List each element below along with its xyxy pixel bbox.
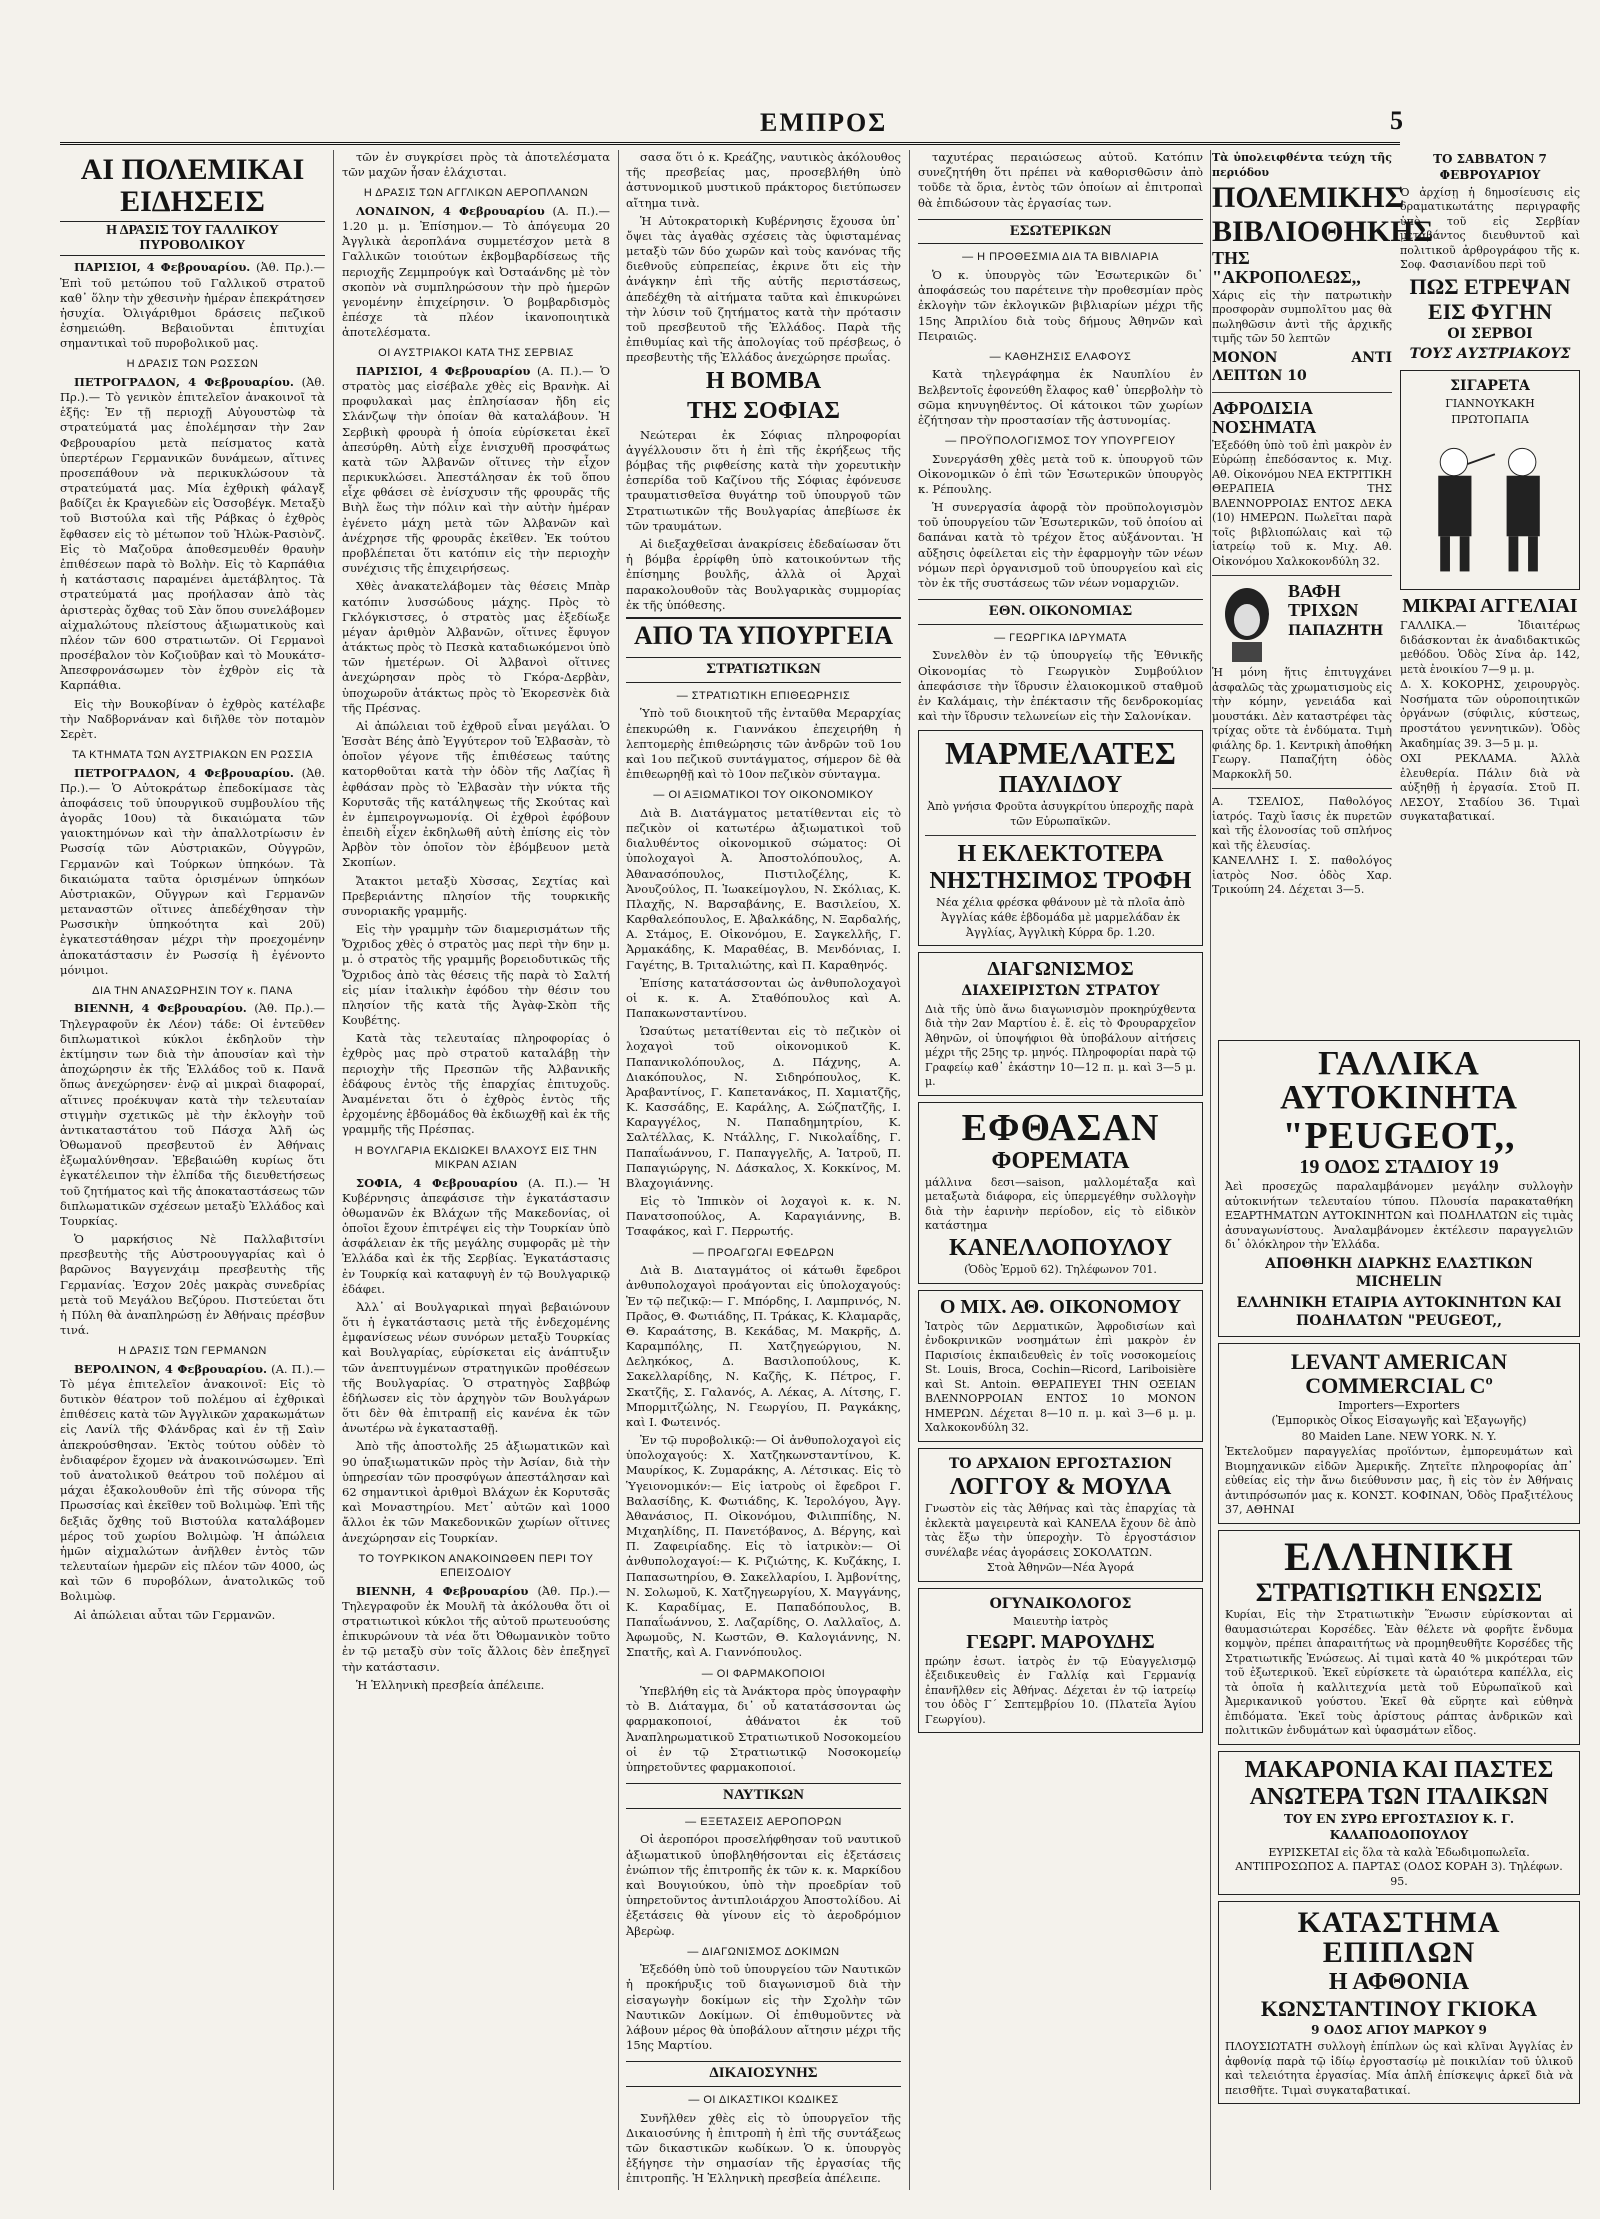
ad-text: ΠΛΟΥΣΙΩΤΑΤΗ συλλογὴ ἐπίπλων ὡς καὶ κλῖναι Ἀγγλίας ἐν ἀφθονίᾳ παρὰ τῷ ἰδίῳ ἐργοστασίῳ μὲ ποικιλίαν τοῦ ὑλικοῦ καὶ τελειότητα ἐργασίας. Μία ἁπλῆ ἐπίσκεψις ἀρκεῖ διὰ νὰ πεισθῆτε. Τιμαὶ συγκαταβατικαί. bbox=[1225, 2040, 1573, 2097]
ad-text: Ἰατρὸς τῶν Δερματικῶν, Ἀφροδισίων καὶ ἐνδοκρινικῶν νοσημάτων ἐπὶ μακρὸν ἐν Παρισίοις ἐκπαιδευθεὶς ἐν τοῖς νοσοκομείοις St. Louis, Broca, Cochin—Ricord, Lariboisière καὶ St. Antoin. ΘΕΡΑΠΕΥΕΙ ΤΗΝ ΟΞΕΙΑΝ ΒΛΕΝΝΟΡΡΟΙΑΝ ΕΝΤΟΣ 10 ΜΟΝΟΝ ΗΜΕΡΩΝ. Δέχεται 8—10 π. μ. καὶ 3—6 μ. μ. Χαλκοκονδύλη 32. bbox=[925, 1319, 1196, 1435]
ad-subtitle: ΜΟΝΟΝ ΑΝΤΙ ΛΕΠΤΩΝ 10 bbox=[1212, 349, 1392, 385]
ad-text: Στοὰ Ἀθηνῶν—Νέα Ἀγορά bbox=[986, 1561, 1135, 1575]
article-paragraph: Συνῆλθεν χθὲς εἰς τὸ ὑπουργεῖον τῆς Δικαιοσύνης ἡ ἐπιτροπὴ ἡ ἐπὶ τῆς συντάξεως τῶν δικαστικῶν κωδίκων. Ὁ κ. ὑπουργὸς ἐξήγησε τὴν σημασίαν τῆς ἐργασίας τῆς ἐπιτροπῆς. Ἡ Ἑλληνικὴ πρεσβεία ἀπέλειπε. bbox=[626, 2110, 901, 2186]
subsection-heading: — Η ΠΡΟΘΕΣΜΙΑ ΔΙΑ ΤΑ ΒΙΒΛΙΑΡΙΑ bbox=[962, 251, 1159, 264]
article-paragraph: ΒΙΕΝΝΗ, 4 Φεβρουαρίου (Ἀθ. Πρ.).— Τηλεγραφοῦν ἐκ Μουλῆ τὰ ἀκόλουθα ὅτι οἱ στρατιωτικοὶ κύκλοι τῆς αὐτοῦ πρωτευούσης ἐπικυρώνουν τὰ νέα ὅτι Ὀθωμανικὸν τοῦτο ἐν τῷ μεταξὺ σὺν τοῖς ἄλλοις δὲν ἐπεξηγεῖ τὴν κατάστασιν. bbox=[342, 1583, 610, 1674]
article-paragraph: Συνεργάσθη χθὲς μετὰ τοῦ κ. ὑπουργοῦ τῶν Οἰκονομικῶν ὁ ἐπὶ τῶν Ἐσωτερικῶν ὑπουργὸς κ. Ρέπουλης. bbox=[918, 451, 1203, 496]
column-ministries bbox=[626, 150, 901, 2190]
article-paragraph: ΒΕΡΟΛΙΝΟΝ, 4 Φεβρουαρίου. (Α. Π.).— Τὸ μέγα ἐπιτελεῖον ἀνακοινοῖ: Εἰς τὸ δυτικὸν θέατρον τοῦ πολέμου αἱ ἐχθρικαὶ ἐπιθέσεις κατὰ τῶν Ἀγγλικῶν χαρακωμάτων εἰς Λανίλ τῆς Φλάνδρας καὶ ἐν τῇ Σαὶν ἀπεκρούσθησαν. Ἐκτὸς τούτου οὐδὲν τὸ ἐνδιαφέρον ἔχομεν νὰ ἀνακοινώσωμεν. Ἐπὶ τοῦ ἀνατολικοῦ θεάτρου τοῦ πολέμου αἱ μάχαι ἐξακολουθοῦν ἐπὶ τῆς σύνορα τῆς Πρωσσίας καὶ ἐκεῖθεν τοῦ Βολιμὼφ. Ἐπὶ τῆς δεξιᾶς ὄχθης τοῦ Βιστούλα καταλάβομεν μέρος τοῦ χωρίου Βολιμὼφ. Ἡ ἀπώλεια ἡμῶν αἰχμαλώτων ἀνῆλθεν ἐντὸς τῶν τελευταίων ἡμερῶν εἰς πλέον τῶν 4000, ὡς καὶ τῶν 6 πυροβόλων, ἀνατολικῶς τοῦ Βολιμὼφ. bbox=[60, 1361, 326, 1604]
article-paragraph: Ἄτακτοι μεταξὺ Χὺσσας, Σεχτίας καὶ Πρεβεριάντης πλησίον τῆς τουρκικῆς συνοριακῆς γραμμῆς. bbox=[342, 873, 610, 918]
ad-title: ΑΦΡΟΔΙΣΙΑ ΝΟΣΗΜΑΤΑ bbox=[1212, 397, 1317, 437]
section-heading: Η ΔΡΑΣΙΣ ΤΩΝ ΡΩΣΣΩΝ bbox=[126, 358, 259, 371]
ad-title: 19 ΟΔΟΣ ΣΤΑΔΙΟΥ 19 bbox=[1299, 1156, 1499, 1178]
ad-title: ΒΑΦΗ ΤΡΙΧΩΝ bbox=[1288, 581, 1359, 621]
ad-title: ΤΗΣ "ΑΚΡΟΠΟΛΕΩΣ,, bbox=[1212, 248, 1361, 287]
section-heading: ΔΙΑ ΤΗΝ ΑΝΑΣΩΡΗΣΙΝ ΤΟΥ κ. ΠΑΝΑ bbox=[92, 984, 293, 997]
column-rule bbox=[1210, 150, 1211, 2190]
masthead bbox=[60, 102, 1403, 145]
ad-text: (Ὁδὸς Ἑρμοῦ 62). Τηλέφωνον 701. bbox=[964, 1263, 1157, 1277]
ad-text: Δ. Χ. ΚΟΚΟΡΗΣ, χειρουργὸς. Νοσήματα τῶν οὐροποιητικῶν ὀργάνων (σύφιλις, κύστεως, προστάτου γεννητικῶν). Ὁδὸς Ἀκαδημίας 39. 3—5 μ. μ. bbox=[1400, 678, 1580, 750]
ad-title: ΑΝΩΤΕΡΑ ΤΩΝ ΙΤΑΛΙΚΩΝ bbox=[1249, 1783, 1549, 1810]
dateline: ΣΟΦΙΑ, 4 Φεβρουαρίου bbox=[356, 1175, 518, 1190]
ad-subtitle: 9 ΟΔΟΣ ΑΓΙΟΥ ΜΑΡΚΟΥ 9 bbox=[1311, 2022, 1487, 2037]
headline-ministries: ΑΠΟ ΤΑ ΥΠΟΥΡΓΕΙΑ bbox=[626, 617, 901, 649]
ad-marmalades bbox=[918, 730, 1203, 946]
column-rule bbox=[333, 150, 334, 2190]
ad-text: ΚΑΝΕΛΛΗΣ Ι. Σ. παθολόγος ἰατρὸς Νοσ. ὁδὸς Χαρ. Τρικούπη 24. Δέχεται 3—5. bbox=[1212, 854, 1392, 897]
article-paragraph: Νεώτεραι ἐκ Σόφιας πληροφορίαι ἀγγέλλουσιν ὅτι ἡ ἐπὶ τῆς ἐκρήξεως τῆς βόμβας τῆς ριφθείσης κατὰ τὴν χορευτικὴν ἑσπερίδα τοῦ Καζίνου τῆς Σόφιας ἐφόνευσε τραυματισθεῖσα θυγάτηρ τοῦ ὑπουργοῦ τῶν Στρατιωτικῶν τῆς Βουλγαρίας ἀπεβίωσε ἐκ τῶν τραυμάτων. bbox=[626, 427, 901, 533]
ad-text: Ὁ ἀρχίσῃ ἡ δημοσίευσις εἰς δραματικωτάτης περιγραφῆς ὑπὸ τοῦ εἰς Σερβίαν μεταβάντος διευθυντοῦ καὶ πολιτικοῦ ἀρθρογράφου τῆς κ. Σοφ. Φασιανίδου περὶ τοῦ bbox=[1400, 185, 1580, 272]
dateline: ΛΟΝΔΙΝΟΝ, 4 Φεβρουαρίου bbox=[356, 203, 545, 218]
ad-text: Νέα χέλια φρέσκα φθάνουν μὲ τὰ πλοῖα ἀπὸ Ἀγγλίας κάθε ἑβδομάδα μὲ μαρμελάδαν ἐκ Ἀγγλίας, Ἀγγλικὴ Κύρρα δρ. 1.20. bbox=[936, 896, 1185, 939]
column-bottom-right-ads bbox=[1218, 1040, 1580, 2190]
article-paragraph: ΠΕΤΡΟΓΡΑΔΟΝ, 4 Φεβρουαρίου. (Ἀθ. Πρ.).— Τὸ γενικὸν ἐπιτελεῖον ἀνακοινοῖ τὰ ἑξῆς: Ἐν τῇ περιοχῇ Αὐγουστὼφ τὰ στρατεύματά μας ἐπολέμησαν τὴν 2αν Φεβρουαρίου μετὰ πείσματος κατὰ ὑπερτέρων Γερμανικῶν δυνάμεων, αἵτινες προσεπάθουν νὰ περικυκλώσουν τὰ στρατεύματά μας. Μία ἐχθρικὴ φάλαγξ βαδίζει ἐκ Κραγιεδὼν εἰς Ὀσσοβέγκ. Μεταξὺ τοῦ Βιστούλα καὶ τῆς Ράβκας ὁ ἐχθρὸς ἔφθασεν εἰς τὸ μέτωπον τοῦ Ἠλὼκ-Ρασιὸνζ. Εἰς τὸ Μαζοῦρα ἀποθεσμευθέν θραυὴν ἐπιθέσεων παρὰ τὸ Βολὴν. Εἰς τὸ Καρπάθια ἡ κατάστασις παραμένει ἀμετάβλητος. Τὰ στρατεύματά μας προήλασαν ἀπὸ τὰς ἀριστερὰς ὄχθας τοῦ Σὰν ὅπου συνελάβομεν αἰχμαλώτους πλείστους ἀξιωματικοὺς καὶ πλέον τῶν 600 στρατιωτῶν. Οἱ Γερμανοὶ προσέβαλον τὸν Κοζιοῦβαν καὶ τὸ Μουκάτσ-Ἀπεσφρονάσωμεν τὸν ἐχθρὸν εἰς τὰ Καρπάθια. bbox=[60, 374, 325, 693]
ad-title: ΠΑΥΛΙΔΟΥ bbox=[998, 771, 1123, 798]
section-interior: ΕΣΩΤΕΡΙΚΩΝ bbox=[918, 219, 1203, 245]
article-paragraph: ΒΙΕΝΝΗ, 4 Φεβρουαρίου. (Ἀθ. Πρ.).— Τηλεγραφοῦν ἐκ Λέον) τάδε: Οἱ ἐντεῦθεν διπλωματικοὶ κύκλοι ἐκδηλοῦν τὴν ἐκτίμησιν των διὰ τὴν ἀπουσίαν καὶ τὴν ἀποχώρησιν ἐκ τῆς Ἑλλάδος τοῦ κ. Πανᾶ ὅπως ἀνεχώρησεν· ἐνῷ αἱ μικραὶ διαφοραί, αἵτινες προέκυψαν κατὰ τὴν τελευταίαν στιγμὴν σχετικῶς μὲ τὴν ἐκλογὴν τοῦ ἀντικαταστάτου τοῦ Πάσχα Ἀλῆ ὡς Ὀθωμανοῦ πρεσβευτοῦ ἐν Ἀθήναις ἐξωμαλύνθησαν. Ἐβεβαιώθη κυρίως ὅτι ἐγκατέλειπον τὴν ἐλπίδα τῆς διευθετήσεως τοῦ ζητήματος καὶ τῆς ἀποκαταστάσεως τῶν διπλωματικῶν σχέσεων μεταξὺ Ἑλλάδος καὶ Τουρκίας. bbox=[60, 1001, 325, 1228]
section-heading: Η ΒΟΥΛΓΑΡΙΑ ΕΚΔΙΩΚΕΙ ΒΛΑΧΟΥΣ ΕΙΣ ΤΗΝ ΜΙΚΡΑΝ ΑΣΙΑΝ bbox=[354, 1144, 598, 1172]
article-paragraph: Ἐπίσης κατατάσσονται ὡς ἀνθυπολοχαγοὶ οἱ κ. κ. Α. Σταθόπουλος καὶ Α. Παπακωνσταντίνου. bbox=[626, 975, 901, 1021]
article-paragraph: Χθὲς ἀνακατελάβομεν τὰς θέσεις Μπὰρ κατόπιν λυσσώδους μάχης. Πρὸς τὸ Γκλόγκιστσες, ὁ στρατὸς μας ἐξεδίωξε μέγαν ἀριθμὸν Ἀλβανῶν, οἵτινες ἔφυγον ἀτάκτως πρὸς τὸ Πεσκὰ καταδιωκόμενοι ὑπὸ τῶν ἡμετέρων. Οἱ Ἀλβανοὶ οἵτινες ἀνεχώρησαν πρὸς τὸ Γκόρα-Δερβὰν, ὑποχωροῦν ἀτάκτως πρὸς τὸ Ἐκορεσνὲκ διὰ τῆς Πρέσνας. bbox=[342, 579, 610, 715]
ad-title: ΠΟΛΕΜΙΚΗΣ bbox=[1212, 181, 1405, 215]
column-rule bbox=[909, 150, 910, 2190]
article-paragraph: Εἰς τὴν γραμμὴν τῶν διαμερισμάτων τῆς Ὄχριδος χθὲς ὁ στρατὸς μας περὶ τὴν 6ην μ. μ. ὁ στρατὸς τῆς γραμμῆς βορειοδυτικῶς τῆς Ὄχριδος ἀπὸ τὰς θέσεις τῆς παρὰ τὸ Σαλτή εἰς μίαν ἰταλικὴν ἐφόδου τὴν θέσιν του πλησίον τῆς κατὰ τῆς Ἀγὰφ-Σκὸπ τῆς Κουβέτης. bbox=[342, 922, 610, 1028]
ad-title: ΚΩΝΣΤΑΝΤΙΝΟΥ ΓΚΙΟΚΑ bbox=[1260, 1996, 1538, 2022]
ad-text: Ἐκτελοῦμεν παραγγελίας προϊόντων, ἐμπορευμάτων καὶ Βιομηχανικῶν εἰδῶν Ἀμερικῆς. Ζητεῖτε πληροφορίας ἀπ᾿ εὐθείας εἰς τὴν ἄνω διεύθυνσιν μας, ἢ εἰς τὸν ἐν Ἀθήναις ἀντιπρόσωπόν μας κ. ΚΟΝΣΤ. ΚΟΦΙΝΑΝ, Ὁδὸς Πραξιτέλους 37, ΑΘΗΝΑΙ bbox=[1225, 1445, 1573, 1517]
ad-title: ΒΙΒΛΙΟΘΗΚΗΣ bbox=[1212, 214, 1434, 248]
subsection-heading: — ΚΑΘΗΖΗΣΙΣ ΕΛΑΦΟΥΣ bbox=[989, 350, 1132, 363]
ad-text: Ἀεὶ προσεχῶς παραλαμβάνομεν μεγάλην συλλογὴν αὐτοκινήτων τελευταίου τύπου. Πλουσία παρακαταθήκη ΕΞΑΡΤΗΜΑΤΩΝ ΑΥΤΟΚΙΝΗΤΩΝ καὶ ΠΟΔΗΛΑΤΩΝ εἰς τιμὰς ἀσυναγωνίστους. Ἀναλαμβάνομεν ἐκτέλεσιν παραγγελιῶν δι᾿ ὁλόκληρον τὴν Ἑλλάδα. bbox=[1225, 1180, 1573, 1252]
ad-subtitle: ΤΟ ΣΑΒΒΑΤΟΝ 7 ΦΕΒΡΟΥΑΡΙΟΥ bbox=[1433, 152, 1547, 182]
article-paragraph: σασα ὅτι ὁ κ. Κρεάζης, ναυτικὸς ἀκόλουθος τῆς πρεσβείας μας, προσεβλήθη ὑπὸ ἀστυνομικοῦ μυστικοῦ πράκτορος διετύπωσεν αἴτημα τινὰ. bbox=[626, 150, 901, 210]
ad-cigarettes bbox=[1400, 370, 1580, 591]
article-paragraph: ΠΑΡΙΣΙΟΙ, 4 Φεβρουαρίου (Α. Π.).— Ὁ στρατὸς μας εἰσέβαλε χθὲς εἰς Βρανὴκ. Αἱ προφυλακαὶ μας ἐπλησίασαν ἤδη εἰς Σλάνζωψ τὴν ὁποίαν θὰ καταλάβουν. Ἡ Σερβικὴ φρουρὰ ἡ ὁποία εὑρίσκεται ἐκεῖ ἀπεσύρθη. Αὐτὴ εἶχε ἐνισχυθῆ προσφάτως κατὰ τῶν Ἀλβανῶν οἵτινες τὴν εἶχον περικυκλώσει. Ἀπεστάλησαν ἐκ τοῦ ὅπου εἶχε φθάσει σὲ ἐνίσχυσιν τῆς φρουρᾶς τῆς Βιὴλ ἕως τὴν πόλιν καὶ τὴν αὐτὴν ἡμέραν ἐγένετο μάχη μετὰ τῶν Ἀλβανῶν καὶ ἀνέχρησε τῆς φρουρᾶς ἐκεῖθεν. Ἐκ τούτου προβλέπεται ὅτι κατόπιν εἰς τὴν περιοχὴν συνέχισις τῆς ἐπιχειρήσεως. bbox=[342, 363, 611, 576]
ad-subtitle: ΑΠΟΘΗΚΗ ΔΙΑΡΚΗΣ ΕΛΑΣΤΙΚΩΝ MICHELIN bbox=[1265, 1255, 1533, 1291]
subsection-heading: — ΟΙ ΑΞΙΩΜΑΤΙΚΟΙ ΤΟΥ ΟΙΚΟΝΟΜΙΚΟΥ bbox=[653, 789, 874, 802]
ad-subtitle: ΤΟΥ ΕΝ ΣΥΡΩ ΕΡΓΟΣΤΑΣΙΟΥ Κ. Γ. ΚΑΛΑΠΟΔΟΠΟΥΛΟΥ bbox=[1284, 1812, 1514, 1842]
article-paragraph: Ἐξεδόθη ὑπὸ τοῦ ὑπουργείου τῶν Ναυτικῶν ἡ προκήρυξις τοῦ διαγωνισμοῦ διὰ τὴν εἰσαγωγὴν δοκίμων εἰς τὴν Σχολὴν τῶν Ναυτικῶν Δοκίμων. Οἱ ἐπιθυμοῦντες νὰ λάβουν μέρος θὰ ὑποβάλουν αἴτησιν μέχρι τῆς 15ης Μαρτίου. bbox=[626, 1962, 901, 2053]
article-paragraph: Ἡ Ἑλληνικὴ πρεσβεία ἀπέλειπε. bbox=[356, 1677, 545, 1692]
article-paragraph: Ἀπὸ τῆς ἀποστολῆς 25 ἀξιωματικῶν καὶ 90 ὑπαξιωματικῶν πρὸς τὴν Ἀσίαν, διὰ τὴν ὑπηρεσίαν τῶν προσφύγων ἀπεστάλησαν καὶ 62 σημαντικοὶ ἀριθμοὶ Βλάχων ἐκ Κορυτσᾶς καὶ Μοναστηρίου. Μετ᾿ αὐτῶν καὶ 1000 ἄλλοι ἐκ τῶν Μακεδονικῶν χωρίων οἵτινες ἀνεχώρησαν εἰς Τουρκίαν. bbox=[342, 1439, 610, 1545]
dateline: ΠΕΤΡΟΓΡΑΔΟΝ, 4 Φεβρουαρίου. bbox=[74, 765, 294, 780]
ad-title: ΠΩΣ ΕΤΡΕΨΑΝ bbox=[1409, 273, 1571, 299]
article-paragraph: Εἰς τὴν Βουκοβίναν ὁ ἐχθρὸς κατέλαβε τὴν Ναδβορνάναν καὶ διῆλθε τὸν ποταμὸν Σερὲτ. bbox=[60, 696, 325, 741]
ad-text: ΕΥΡΙΣΚΕΤΑΙ εἰς ὅλα τὰ καλὰ Ἐδωδιμοπωλεῖα. ΑΝΤΙΠΡΟΣΩΠΟΣ Α. ΠΑΡΤΑΣ (ΟΔΟΣ ΚΟΡΑΗ 3). Τηλέφων. 95. bbox=[1235, 1845, 1563, 1888]
subsection-heading: — ΔΙΑΓΩΝΙΣΜΟΣ ΔΟΚΙΜΩΝ bbox=[687, 1945, 840, 1958]
ad-title: ΜΑΡΜΕΛΑΤΕΣ bbox=[945, 735, 1176, 772]
ad-title: ΕΛΛΗΝΙΚΗ bbox=[1284, 1533, 1514, 1579]
ad-text: Α. ΤΣΕΛΙΟΣ, Παθολόγος ἰατρός. Ταχὺ ἴασις ἐκ πυρετῶν καὶ τῆς ἑλονοσίας τοῦ σπλήνος καὶ τῆς ἐλευσίας. bbox=[1212, 795, 1392, 852]
ad-text: Ἀπὸ γνήσια Φροῦτα ἀσυγκρίτου ὑπεροχῆς παρὰ τῶν Εὐρωπαϊκῶν. bbox=[927, 800, 1194, 828]
ad-text: πρώην ἐσωτ. ἰατρὸς ἐν τῷ Εὐαγγελισμῷ ἐξειδικευθεὶς ἐν Γαλλίᾳ καὶ Γερμανίᾳ ἐπανῆλθεν εἰς Ἀθήνας. Δέχεται ἐν τῷ ἰατρείῳ του ὁδὸς Γ΄ Σεπτεμβρίου 10. (Πλατεῖα Ἁγίου Γεωργίου). bbox=[925, 1654, 1196, 1726]
section-naval: ΝΑΥΤΙΚΩΝ bbox=[626, 1783, 901, 1809]
subsection-heading: — ΓΕΩΡΓΙΚΑ ΙΔΡΥΜΑΤΑ bbox=[994, 631, 1127, 644]
ad-competition bbox=[918, 952, 1203, 1096]
ad-title: ΚΑΤΑΣΤΗΜΑ ΕΠΙΠΛΩΝ bbox=[1297, 1906, 1501, 1970]
ad-subtitle: ΣΙΓΑΡΕΤΑ bbox=[1450, 377, 1530, 394]
article-paragraph: Αἱ διεξαχθεῖσαι ἀνακρίσεις ἐδεδαίωσαν ὅτι ἡ βόμβα ἐρρίφθη ὑπὸ κατοικούντων τῆς ἐπίσημης βουλῆς, ἀλλὰ οἱ Ἀρχαὶ παρακολουθοῦν τὰς Βουλγαρικὰς συμμορίας ἐκ τῆς ὑπόθεσης. bbox=[626, 536, 901, 612]
ad-subtitle: ΟΙ ΣΕΡΒΟΙ bbox=[1447, 325, 1533, 342]
ad-title: ΕΙΣ ΦΥΓΗΝ bbox=[1428, 298, 1552, 324]
headline-war-news: ΑΙ ΠΟΛΕΜΙΚΑΙ ΕΙΔΗΣΕΙΣ bbox=[80, 153, 305, 218]
ad-text: Κυρίαι, Εἰς τὴν Στρατιωτικὴν Ἕνωσιν εὑρίσκονται αἱ θαυμασιώτεραι Κορσέδες. Ἐὰν θέλετε νὰ φορῆτε ἔνδυμα κομψὸν, πρέπει ἀπαραιτήτως νὰ προμηθευθῆτε Κορσέδες τῆς Στρατιωτικῆς Ἑνώσεως. Αἱ τιμαὶ κατὰ 40 % μικρότεραι τῶν τοῦ ἐξωτερικοῦ. Ἐκεῖ εὑρίσκετε τὰ ὡραιότερα καπέλλα, εἰς τὰ ὁποῖα ἡ καλλιτεχνία μετὰ τοῦ Εὐρωπαϊκοῦ καὶ Ἀμερικανικοῦ γούστου. Ἐκεῖ θὰ εὕρητε καὶ εὐθηνὰ ἐπιδόματα. Ἐκεῖ τοὺς ἀρίστους ράπτας ἀνδρικῶν καὶ πολιτικῶν ἐνδυμάτων καὶ ὑφασμάτων εἴδος. bbox=[1225, 1608, 1573, 1738]
ad-text: Χάρις εἰς τὴν πατρωτικὴν προσφορὰν συμπολῖτου μας θὰ πωληθῶσιν ἀντὶ τῆς ἀρχικῆς τιμῆς τῶν 50 λεπτῶν bbox=[1212, 288, 1392, 346]
article-paragraph: Κατὰ τηλεγράφημα ἐκ Ναυπλίου ἐν Βελβεντοῖς ἐφονεύθη ἔλαφος καθ᾿ ὑπερβολὴν τὸ σῶμα κηνυγηθέντος. Οἱ κάτοικοι τῶν χωρίων ἐζήτησαν τὴν προστασίαν τῆς ἀστυνομίας. bbox=[918, 367, 1203, 427]
ad-peugeot bbox=[1218, 1040, 1580, 1337]
ad-text: Importers—Exporters bbox=[1338, 1398, 1460, 1412]
ad-text: ΠΡΩΤΟΠΑΠΑ bbox=[1451, 412, 1529, 426]
subsection-heading: — ΠΡΟΫΠΟΛΟΓΙΣΜΟΣ ΤΟΥ ΥΠΟΥΡΓΕΙΟΥ bbox=[945, 435, 1176, 448]
ad-text: ΓΙΑΝΝΟΥΚΑΚΗ bbox=[1445, 397, 1535, 411]
article-paragraph: Ὑπὸ τοῦ διοικητοῦ τῆς ἐνταῦθα Μεραρχίας ἐπεκυρώθη κ. Γιαννάκου ἐπεχειρήθη ἡ λεπτομερὴς ἐπιθεώρησις τῶν ἀνδρῶν τοῦ 1ου καὶ 1ου πεζικοῦ συντάγματος, σήμερον δὲ θὰ ἐπιθεωρηθῇ καὶ τὸ 10ον πεζικὸν σύνταγμα. bbox=[626, 706, 901, 782]
ad-title: ΦΟΡΕΜΑΤΑ bbox=[991, 1147, 1130, 1174]
article-paragraph: Ἐν τῷ πυροβολικῷ:— Οἱ ἀνθυπολοχαγοὶ εἰς ὑπολοχαγούς: Χ. Χατζηκωνσταντίνου, Κ. Μαυρίκος, Κ. Ζυμαράκης, Α. Λέτσικας. Εἰς τὸ Ὑγειονομικόν:— Εἰς ἰατροὺς οἱ ἔφεδροι Γ. Βαλασίδης, Κ. Φωτιάδης, Κ. Ἱερολόγου, Ἀγγ. Ἀθανάσιος, Π. Οἰκονόμου, Φιλιππίδης, Ν. Μιχαηλίδης, Π. Πανετόβανος, Δ. Βέργης, καὶ Π. Ζαφειρίαδης. Εἰς τὸ ἰατρικὸν:— Οἱ ἀνθυπολοχαγοί:— Κ. Ριζιώτης, Κ. Κυζάκης, Ι. Παπασωτηρίου, Θ. Σακελλαρίου, Ι. Ἀμβονίτης, Ν. Σολωμοῦ, Κ. Χατζηγεωργίου, Χ. Μαγγάνης, Κ. Καραδίμας, Ε. Παπαδόπουλος, Β. Παπαΐωάννου, Σ. Λαζαρίδης, Ο. Λαλλαῖος, Δ. Ἀφωμοῦς, Ν. Κωστῶν, Θ. Καλογιάννης, Ν. Σπατῆς, καὶ Α. Γιαννόπουλος. bbox=[626, 1433, 901, 1660]
ad-title: ΛΟΓΓΟΥ & ΜΟΥΛΑ bbox=[949, 1474, 1172, 1501]
article-paragraph: Εἰς τὸ Ἱππικὸν οἱ λοχαγοὶ κ. κ. Ν. Πανατσοπούλος, Α. Καραγιάννης, Β. Τσαφάκος, καὶ Γ. Περρωτής. bbox=[626, 1194, 901, 1239]
ad-subtitle: ΕΛΛΗΝΙΚΗ ΕΤΑΙΡΙΑ ΑΥΤΟΚΙΝΗΤΩΝ ΚΑΙ ΠΟΔΗΛΑΤΩΝ "PEUGEOT,, bbox=[1236, 1294, 1562, 1329]
article-paragraph: ταχυτέρας περαιώσεως αὐτοῦ. Κατόπιν συνεζητήθη ὅτι πρέπει νὰ καθορισθῶσιν ἀπὸ τοῦδε τὰ ὅρια, ἐντὸς τῶν ὁποίων αἱ ἐπιτροπαὶ θὰ ἐπιδώσουν τὰς ἐργασίας των. bbox=[918, 150, 1203, 210]
ad-text: Γνωστὸν εἰς τὰς Ἀθήνας καὶ τὰς ἐπαρχίας τὰ ἐκλεκτὰ μαγειρευτὰ καὶ ΚΑΝΕΛΑ ἔχουν δὲ ἀπὸ τὰς ἔξω τὴν ὑπεροχὴν. Τὸ ἐργοστάσιον συνέλαβε νέας ἀγοράσεις ΣΟΚΟΛΑΤΩΝ. bbox=[925, 1502, 1196, 1559]
section-heading: Η ΔΡΑΣΙΣ ΤΩΝ ΓΕΡΜΑΝΩΝ bbox=[118, 1345, 267, 1358]
article-paragraph: Αἱ ἀπώλειαι αὗται τῶν Γερμανῶν. bbox=[74, 1607, 276, 1622]
article-paragraph: Ἀλλ᾿ αἱ Βουλγαρικαὶ πηγαὶ βεβαιώνουν ὅτι ἡ ἐγκατάστασις μετὰ τῆς ἐνδεχομένης ἐμφανίσεως νέων συνόρων μεταξὺ Τουρκίας καὶ Βουλγαρίας, εὑρίσκεται εἰς ἀνάπτυξιν τῶν ἀνεπτυγμένων στρατηγικῶν προθέσεων τῆς Βουλγαρίας. Ὁ στρατηγὸς Σαββώφ ἐδήλωσεν εἰς τὸν ἀρχηγὸν τῶν Βουλγάρων ὅτι δὲν θὰ ἐπιτραπῇ εἰς κανένα ἐκ τῶν ἀνωτέρω νὰ ἐγκατασταθῇ. bbox=[342, 1299, 610, 1436]
ad-text: Διὰ τῆς ὑπὸ ἄνω διαγωνισμὸν προκηρύχθεντα διὰ τὴν 2αν Μαρτίου ἐ. ἔ. εἰς τὸ Φρουραρχεῖον Ἀθηνῶν, οἱ ὑποψήφιοι θὰ ὑποβάλουν αἰτήσεις μέχρι τῆς 25ης τρ. μηνός. Πληροφορίαι παρὰ τῷ Γραφείῳ καθ᾿ ἑκάστην 10—12 π. μ. καὶ 3—5 μ. μ. bbox=[925, 1002, 1196, 1089]
ad-title: ΜΙΚΡΑΙ ΑΓΓΕΛΙΑΙ bbox=[1402, 595, 1578, 618]
column-war-news bbox=[60, 150, 325, 2190]
dateline: ΠΕΤΡΟΓΡΑΔΟΝ, 4 Φεβρουαρίου. bbox=[74, 374, 294, 389]
ad-military-union bbox=[1218, 1530, 1580, 1745]
ad-dresses bbox=[918, 1102, 1203, 1284]
ad-doctor-oikonomou bbox=[918, 1290, 1203, 1442]
ad-levant bbox=[1218, 1343, 1580, 1523]
subsection-heading: — ΠΡΟΑΓΩΓΑΙ ΕΦΕΔΡΩΝ bbox=[692, 1246, 835, 1259]
column-rule bbox=[618, 150, 619, 2190]
woman-portrait-icon bbox=[1212, 584, 1282, 664]
subhead-artillery: Η ΔΡΑΣΙΣ ΤΟΥ ΓΑΛΛΙΚΟΥ ΠΥΡΟΒΟΛΙΚΟΥ bbox=[60, 221, 325, 256]
article-paragraph: Ὁ κ. ὑπουργὸς τῶν Ἐσωτερικῶν δι᾿ ἀποφάσεώς του παρέτεινε τὴν προθεσμίαν πρὸς ἐκλογὴν τῶν ἐκλογικῶν βιβλιαρίων μέχρι τῆς 15ης Ἀπριλίου διὰ τοὺς δήμους Ἀθηνῶν καὶ Πειραιῶς. bbox=[918, 268, 1203, 343]
section-military: ΣΤΡΑΤΙΩΤΙΚΩΝ bbox=[626, 657, 901, 683]
dateline: ΒΙΕΝΝΗ, 4 Φεβρουαρίου bbox=[356, 1583, 529, 1598]
ad-text: Ἐξεδόθη ὑπὸ τοῦ ἐπὶ μακρὸν ἐν Εὐρώπῃ ἐπεδόσαντος κ. Μιχ. Αθ. Οἰκονόμου ΝΕΑ ΕΚΤΡΙΤΙΚΗ ΘΕΡΑΠΕΙΑ ΤΗΣ ΒΛΕΝΝΟΡΡΟΙΑΣ ΕΝΤΟΣ ΔΕΚΑ (10) ΗΜΕΡΩΝ. Πωλεῖται παρὰ τοῖς βιβλιοπώλαις καὶ τῷ ἰατρείῳ τοῦ κ. Μιχ. Αθ. Οἰκονόμου Χαλκοκονδύλη 32. bbox=[1212, 438, 1392, 568]
article-paragraph: Αἱ ἀπώλειαι τοῦ ἐχθροῦ εἶναι μεγάλαι. Ὁ Ἐσσὰτ Βέης ἀπὸ Ἐγγύτερον τοῦ Ἐλβασὰν, τὸ ὁποῖον γέγονε τῆς ἐπιθέσεως ταύτης κατορθοῦται κατὰ τὴν ὁδὸν τῆς Λαζίας ἢ ἐφθάσαν πρὸς τὸ Ἐλβασὰν τὴν νύκτα τῆς Κορυτσᾶς τῆς κατάληψεως τῆς Σκούτας καὶ ἐν ἐμπειρογνωμονίᾳ. Οἱ ἐχθροὶ ἐφόβουν ἐπειδὴ εἶχεν ἐκδηλωθῆ αὐτὴ ἐπίσης εἰς τὸν Ἀρβὸν τὸν ὁποῖον τὸν ἐβόμβευον μετὰ Σκοπίων. bbox=[342, 718, 610, 870]
divider bbox=[1212, 788, 1392, 789]
ad-text: Μαιευτὴρ ἰατρὸς bbox=[1012, 1615, 1109, 1629]
ad-title: Η ΑΦΘΟΝΙΑ bbox=[1328, 1969, 1470, 1996]
ad-text: μάλλινα δεσι—saison, μαλλομέταξα καὶ μεταξωτὰ διάφορα, εἰς ὑπερμεγέθην συλλογὴν διὰ τὴν ἐαρινὴν περίοδον, εἰς τὸ εἰδικὸν κατάστημα bbox=[925, 1175, 1196, 1233]
smoking-gentlemen-icon bbox=[1407, 431, 1573, 581]
ad-gynecologist bbox=[918, 1588, 1203, 1734]
ad-subtitle: ΤΟΥΣ ΑΥΣΤΡΙΑΚΟΥΣ bbox=[1409, 346, 1571, 363]
ad-title: ΓΑΛΛΙΚΑ ΑΥΤΟΚΙΝΗΤΑ bbox=[1280, 1045, 1518, 1116]
ad-text: Ἡ μόνη ἥτις ἐπιτυγχάνει ἀσφαλῶς τὰς χρωματισμοὺς εἰς τὴν κόμην, γενειάδα καὶ μουστάκι. Δὲν καταστρέφει τὰς τρίχας οὔτε τὰ ἐνδύματα. Τιμὴ φιάλης δρ. 1. Κεντρικὴ ἀποθήκη Γεωργ. Παπαζήτη ὁδὸς Μαρκοκλῆ 50. bbox=[1212, 666, 1392, 781]
ad-factory bbox=[918, 1448, 1203, 1582]
headline-bomb-sofia: ΤΗΣ ΣΟΦΙΑΣ bbox=[687, 397, 840, 424]
dateline: ΒΙΕΝΝΗ, 4 Φεβρουαρίου. bbox=[74, 1001, 247, 1016]
article-paragraph: Διὰ Β. Διαταγμάτος οἱ κάτωθι ἔφεδροι ἀνθυπολοχαγοὶ προάγονται εἰς ὑπολοχαγούς: Ἐν τῷ πεζικῷ:— Γ. Μπόρδης, Ι. Λαμπρινός, Ν. Πρᾶος, Θ. Φωτιάδης, Π. Τράκας, Κ. Κλαμαρᾶς, Θ. Καραάτσης, Β. Κεκάδας, Μ. Μακρῆς, Δ. Καραμπόλης, Π. Χατζηγεώργιου, Ν. Δεληκόκος, Δ. Βασιλοπούλους, Κ. Σακελλαρίδης, Ν. Καζῆς, Κ. Πέτρος, Γ. Σκατζῆς, Σ. Γαλανός, Α. Λέκας, Α. Λίτσης, Γ. Μπορμιτζώλης, Ν. Γεωργίου, Π. Ραγκάκης, καὶ Ι. Φωτεινός. bbox=[626, 1263, 901, 1429]
section-heading: ΟΙ ΑΥΣΤΡΙΑΚΟΙ ΚΑΤΑ ΤΗΣ ΣΕΡΒΙΑΣ bbox=[378, 347, 574, 360]
ad-title: Η ΕΚΛΕΚΤΟΤΕΡΑ bbox=[957, 841, 1164, 868]
article-paragraph: Ἡ συνεργασία ἀφορᾷ τὸν προϋπολογισμὸν τοῦ ὑπουργείου τῶν Ἐσωτερικῶν, τοῦ ὁποίου αἱ δαπάναι κατὰ τὸ τρέχον ἔτος αὐξάνονται. Ἡ αὔξησις ὀφείλεται εἰς τὴν ἐφαρμογὴν τῶν νέων νόμων περὶ ὀργανισμοῦ τοῦ ὑπουργείου καὶ εἰς τὸν ἐκ τῆς συστάσεως τῶν νέων νομαρχιῶν. bbox=[918, 500, 1203, 590]
article-paragraph: ΣΟΦΙΑ, 4 Φεβρουαρίου (Α. Π.).— Ἡ Κυβέρνησις ἀπεφάσισε τὴν ἐγκατάστασιν ὀθωμανῶν ἐκ Βλάχων τῆς Μακεδονίας, οἱ ὁποῖοι ἔχουν ἐπιτρέψει εἰς τὴν Τουρκίαν ὑπὸ ἀσφάλειαν ἐκ τῆς μεγάλης συμφορᾶς μὲ τὴν Ἑλλάδα καὶ ἐκ τῆς Σερβίας. Ἐγκατάστασις ἐν Τουρκίᾳ καὶ καταφυγὴ ἐν τῷ Βουλγαρικῷ ἐδάφει. bbox=[342, 1175, 611, 1296]
article-paragraph: ΛΟΝΔΙΝΟΝ, 4 Φεβρουαρίου (Α. Π.).— 1.20 μ. μ. Ἐπίσημον.— Τὸ ἀπόγευμα 20 Ἀγγλικὰ ἀεροπλάνα συμμετέσχον μετὰ 8 Γαλλικῶν τοιούτων ἐκβομβαρδίσεως τῆς περιοχῆς Ζεμμπρούγκ καὶ Ὀσταάνδης μὲ τὸν σκοπὸν νὰ συμπληρώσουν τὴν πρὸ ἡμερῶν γενομένην ἐπιχείρησιν. Ὁ βομβαρδισμὸς ἐπέσχε τὰ πλέον ἱκανοποιητικὰ ἀποτελέσματα. bbox=[342, 203, 610, 340]
column-acropolis-ads bbox=[1400, 150, 1580, 1030]
section-justice: ΔΙΚΑΙΟΣΥΝΗΣ bbox=[626, 2061, 901, 2087]
section-economy: ΕΘΝ. ΟΙΚΟΝΟΜΙΑΣ bbox=[918, 599, 1203, 625]
ad-furniture bbox=[1218, 1901, 1580, 2104]
article-paragraph: Οἱ ἀεροπόροι προσελήφθησαν τοῦ ναυτικοῦ ἀξιωματικοῦ ὑποβληθήσονται εἰς ἐξετάσεις ἐνώπιον τῆς ἐπιτροπῆς ἐκ τῶν κ. κ. Μαρκίδου καὶ Βουγιούκου, ὑπὸ τὴν προεδρίαν τοῦ ὑπηρετοῦντος ἀντιπλοιάρχου Ἀποστολίδου. Αἱ ἐξετάσεις θὰ γίνουν εἰς τὸ ἀεροδρόμιον Ἀβερὼφ. bbox=[626, 1832, 901, 1938]
ad-title: ΔΙΑΓΩΝΙΣΜΟΣ bbox=[987, 958, 1134, 981]
ad-title: Ο ΜΙΧ. ΑΘ. ΟΙΚΟΝΟΜΟΥ bbox=[939, 1295, 1182, 1318]
ad-subtitle: ΠΑΠΑΖΗΤΗ bbox=[1288, 623, 1384, 640]
article-paragraph: Ὡσαύτως μετατίθενται εἰς τὸ πεζικὸν οἱ λοχαγοὶ τοῦ οἰκονομικοῦ Κ. Παπανικολόπουλος, Δ. Πάχνης, Α. Διακόπουλος, Ν. Σιδηρόπουλος, Κ. Ἀραβαντίνος, Γ. Καπετανάκος, Π. Χαμιατζῆς, Κ. Κασσάδης, Ε. Καράλης, Α. Σώζπατζῆς, Ι. Καραγγέλος, Ν. Παπαδημητρίου, Κ. Σαλτέλλας, Κ. Ντάλλης, Γ. Νικολαΐδης, Γ. Παπαΐωάννου, Γ. Παπαγγελῆς, Α. Ἰατροῦ, Π. Παπαγιώργης, Ν. Δάσκαλος, Χ. Κοκκίνος, Μ. Βλαχογιάννης. bbox=[626, 1024, 901, 1190]
divider bbox=[1212, 575, 1392, 576]
divider bbox=[1212, 392, 1392, 393]
masthead-title: ΕΜΠΡΟΣ bbox=[760, 108, 888, 137]
ad-text: ΓΑΛΛΙΚΑ.— Ἰδιαιτέρως διδάσκονται ἐκ ἀναδιδακτικῶς μεθόδου. Ὁδὸς Σίνα ἀρ. 142, μετὰ ἐνοικίου 7—9 μ. μ. bbox=[1400, 619, 1580, 676]
ad-title: ΕΦΘΑΣΑΝ bbox=[961, 1106, 1160, 1149]
subsection-heading: — ΟΙ ΔΙΚΑΣΤΙΚΟΙ ΚΩΔΙΚΕΣ bbox=[688, 2094, 839, 2107]
page-number: 5 bbox=[1390, 106, 1403, 135]
ad-text: ΟΧΙ ΡΕΚΛΑΜΑ. Ἀλλὰ ἐλευθερία. Πάλιν διὰ νὰ αὐξηθῇ ἡ ἐργασία. Στοῦ Π. ΛΕΣΟΥ, Σταδίου 36. Τιμαὶ συγκαταβατικαί. bbox=[1400, 752, 1580, 824]
section-heading: ΤΟ ΤΟΥΡΚΙΚΟΝ ΑΝΑΚΟΙΝΩΘΕΝ ΠΕΡΙ ΤΟΥ ΕΠΕΙΣΟΔΙΟΥ bbox=[358, 1552, 594, 1580]
article-paragraph: τῶν ἐν συγκρίσει πρὸς τὰ ἀποτελέσματα τῶν μαχῶν ἦσαν ἐλάχισται. bbox=[342, 150, 610, 180]
article-paragraph: Ἡ Αὐτοκρατορικὴ Κυβέρνησις ἔχουσα ὑπ᾿ ὄψει τὰς ἀγαθὰς σχέσεις τὰς ὑφισταμένας μεταξὺ τῶν δύο χωρῶν καὶ τοὺς κανόνας τῆς διεθνοῦς εὐπρεπείας, ἐκρινε ὅτι εἰς τὴν ἀνάγκην ἐπὶ τῆς αὐτῆς περιστάσεως, ἀπεδέχθη τὰ αἰτήματα ταῦτα καὶ ἐπικυρώνει τὴν λύσιν τοῦ ζητήματος κατὰ τὴν πρότασιν τοῦ πρεσβευτοῦ τῆς Ἑλλάδος. Παρὰ τῆς ἐπιθυμίας καὶ τῆς ἀπολογίας τοῦ πρέσβεως, ὁ πρεσβευτὴς τῆς Ἑλλάδος ἀνεχώρησε πρωΐας. bbox=[626, 213, 901, 365]
ad-subtitle: ΟΓΥΝΑΙΚΟΛΟΓΟΣ bbox=[989, 1595, 1132, 1612]
ad-title: ΜΑΚΑΡΟΝΙΑ ΚΑΙ ΠΑΣΤΕΣ bbox=[1244, 1756, 1554, 1783]
article-paragraph: Ὁ μαρκήσιος Νὲ Παλλαβιτσίνι πρεσβευτὴς τῆς Αὐστροουγγαρίας καὶ ὁ βαρῶνος Βαγγενχάιμ πρεσβευτὴς τῆς Γερμανίας. Ἐσχον 20ἐς μακρὰς συνεδρίας μετὰ τοῦ Μεγάλου Βεζύρου. Πιστεύεται ὅτι ἡ Πύλη θὰ ἀναπληρώσῃ ἐν Ἀθήναις πρέσβυν τινά. bbox=[60, 1232, 325, 1338]
ad-title: ΣΤΡΑΤΙΩΤΙΚΗ ΕΝΩΣΙΣ bbox=[1255, 1577, 1543, 1607]
ad-subtitle: ΤΟ ΑΡΧΑΙΟΝ ΕΡΓΟΣΤΑΣΙΟΝ bbox=[949, 1455, 1172, 1472]
article-paragraph: Συνελθὸν ἐν τῷ ὑπουργείῳ τῆς Ἐθνικῆς Οἰκονομίας τὸ Γεωργικὸν Συμβούλιον ἀπεφάσισε τὴν ἵδρυσιν ἐλαιοκομικοῦ σταθμοῦ ἐν Καλάμαις, τὴν ἐπέκτασιν τῆς δενδροκομίας καὶ τὴν ἵδρυσιν τελωνείων εἰς τὴν Σαλονίκαν. bbox=[918, 648, 1203, 724]
dateline: ΠΑΡΙΣΙΟΙ, 4 Φεβρουαρίου. bbox=[74, 260, 251, 275]
ad-title: ΓΕΩΡΓ. ΜΑΡΟΥΔΗΣ bbox=[966, 1630, 1155, 1653]
article-paragraph: ΠΑΡΙΣΙΟΙ, 4 Φεβρουαρίου. (Ἀθ. Πρ.).— Ἐπὶ τοῦ μετώπου τοῦ Γαλλικοῦ στρατοῦ καθ᾿ ὅλην τὴν χθεσινὴν ἡμέραν ἐπεκράτησεν ἡσυχία. Ὀλιγάριθμοι δράσεις πεζικοῦ ἐσημειώθη. Βεβαιοῦνται ἐπιτυχίαι σημαντικαὶ τοῦ πυροβολικοῦ μας. bbox=[60, 260, 326, 351]
ad-text: Τὰ ὑπολειφθέντα τεύχη τῆς περιόδου bbox=[1212, 151, 1392, 179]
column-war-news-continued bbox=[342, 150, 610, 2190]
divider bbox=[925, 835, 1196, 836]
ad-text: (Ἐμπορικὸς Οἶκος Εἰσαγωγῆς καὶ Ἐξαγωγῆς) bbox=[1271, 1414, 1527, 1428]
article-paragraph: Κατὰ τὰς τελευταίας πληροφορίας ὁ ἐχθρὸς μας πρὸ στρατοῦ καταλάβῃ τὴν περιοχὴν τῆς Πρεσπῶν τῆς Ἀλβανικῆς ἐδάφους ἐντὸς τῆς ἐπαρχίας ἐπιτυχοῦς. Ἀναμένεται ὅτι ὁ ἐχθρὸς ἐντὸς τῆς ἐρχομένης ἑβδομάδος θὰ ἐκδιωχθῇ καὶ ἐκ τῆς γραμμῆς τῆς Πρέσπας. bbox=[342, 1031, 610, 1137]
ad-macaroni bbox=[1218, 1751, 1580, 1896]
subsection-heading: — ΟΙ ΦΑΡΜΑΚΟΠΟΙΟΙ bbox=[701, 1667, 826, 1680]
article-paragraph: Διὰ Β. Διατάγματος μετατίθενται εἰς τὸ πεζικὸν οἱ κατωτέρω ἀξιωματικοὶ τοῦ διαλυθέντος οἰκονομικοῦ σώματος: Οἱ ὑπολοχαγοὶ Ἀ. Ἀποστολόπουλος, Α. Ἀθανασόπουλος, Πιστιλοζέλης, Κ. Ἀνουζούλος, Π. Ἱωακείμογλου, Ν. Σκόλιας, Κ. Πλαχῆς, Ν. Βαρσαβάνης, Ε. Βασιλείου, Χ. Καρθαλεόπουλος, Ε. Ἀβαλκάδης, Ν. Ξαρδαλής, Α. Στάμος, Ε. Οἰκονόμου, Ε. Σαγκελλῆς, Γ. Ἀρμακάδης, Κ. Μαραθέας, Β. Μενδόνιας, Ι. Γαγέτης, Β. Τριταλιώτης, καὶ Π. Καραθηνός. bbox=[626, 805, 901, 972]
dateline: ΒΕΡΟΛΙΝΟΝ, 4 Φεβρουαρίου. bbox=[74, 1361, 268, 1376]
headline-bomb: Η ΒΟΜΒΑ bbox=[705, 368, 822, 395]
column-interior-and-ads bbox=[918, 150, 1203, 2190]
ad-title: "PEUGEOT,, bbox=[1282, 1115, 1516, 1157]
section-heading: Η ΔΡΑΣΙΣ ΤΩΝ ΑΓΓΛΙΚΩΝ ΑΕΡΟΠΛΑΝΩΝ bbox=[363, 187, 589, 200]
ad-title: ΚΑΝΕΛΛΟΠΟΥΛΟΥ bbox=[948, 1234, 1173, 1261]
article-paragraph: Ὑπεβλήθη εἰς τὰ Ἀνάκτορα πρὸς ὑπογραφὴν τὸ Β. Διάταγμα, δι᾿ οὗ κατατάσσονται ὡς φαρμακοποιοί, ἀθάνατοι ἐκ τοῦ Ἀναπληρωματικοῦ Στρατιωτικοῦ Νοσοκομείου οἱ ἐν τῷ Στρατιωτικῷ Νοσοκομείῳ ὑπηρετοῦντες φαρμακοποιοί. bbox=[626, 1684, 901, 1774]
ad-title: ΝΗΣΤΗΣΙΜΟΣ ΤΡΟΦΗ bbox=[929, 868, 1192, 895]
ad-text: 80 Maiden Lane. NEW YORK. N. Y. bbox=[1301, 1429, 1497, 1443]
ad-title: LEVANT AMERICAN COMMERCIAL Cº bbox=[1290, 1349, 1508, 1398]
section-heading: ΤΑ ΚΤΗΜΑΤΑ ΤΩΝ ΑΥΣΤΡΙΑΚΩΝ ΕΝ ΡΩΣΣΙΑ bbox=[71, 749, 314, 762]
subsection-heading: — ΣΤΡΑΤΙΩΤΙΚΗ ΕΠΙΘΕΩΡΗΣΙΣ bbox=[676, 689, 851, 702]
dateline: ΠΑΡΙΣΙΟΙ, 4 Φεβρουαρίου bbox=[356, 363, 531, 378]
ad-subtitle: ΔΙΑΧΕΙΡΙΣΤΩΝ ΣΤΡΑΤΟΥ bbox=[961, 983, 1160, 1000]
subsection-heading: — ΕΞΕΤΑΣΕΙΣ ΑΕΡΟΠΟΡΩΝ bbox=[685, 1815, 842, 1828]
article-paragraph: ΠΕΤΡΟΓΡΑΔΟΝ, 4 Φεβρουαρίου. (Ἀθ. Πρ.).— Ὁ Αὐτοκράτωρ ἐπεδοκίμασε τὰς ἀποφάσεις τοῦ ὑπουργικοῦ συμβουλίου τῆς ἀγορᾶς 10ου) τὰ δικαιώματα τῶν γαιοκτημόνων καὶ τὴν ἀπαλλοτρίωσιν ἐν Ρωσσίᾳ τῶν Αὐστριακῶν, Οὐγγρῶν, Γερμανῶν καὶ Τούρκων ὑπηκόων. Τὰ δικαιώματα ταῦτα ὁρισμένων ὑπηκόων Αὐστριακῶν, Οὔγγρων καὶ Γερμανῶν μεταναστῶν οἵτινες ἀπεδέχθησαν τὴν Ρωσσικὴν ὑπηκοότητα καὶ 20ῦ) ἐγκατεστάθησαν μέχρι τὴν προεχομένην ἀποκατάστασιν ἐν Ρωσσίᾳ ἢ ἐγένοντο μόνιμοι. bbox=[60, 765, 325, 977]
